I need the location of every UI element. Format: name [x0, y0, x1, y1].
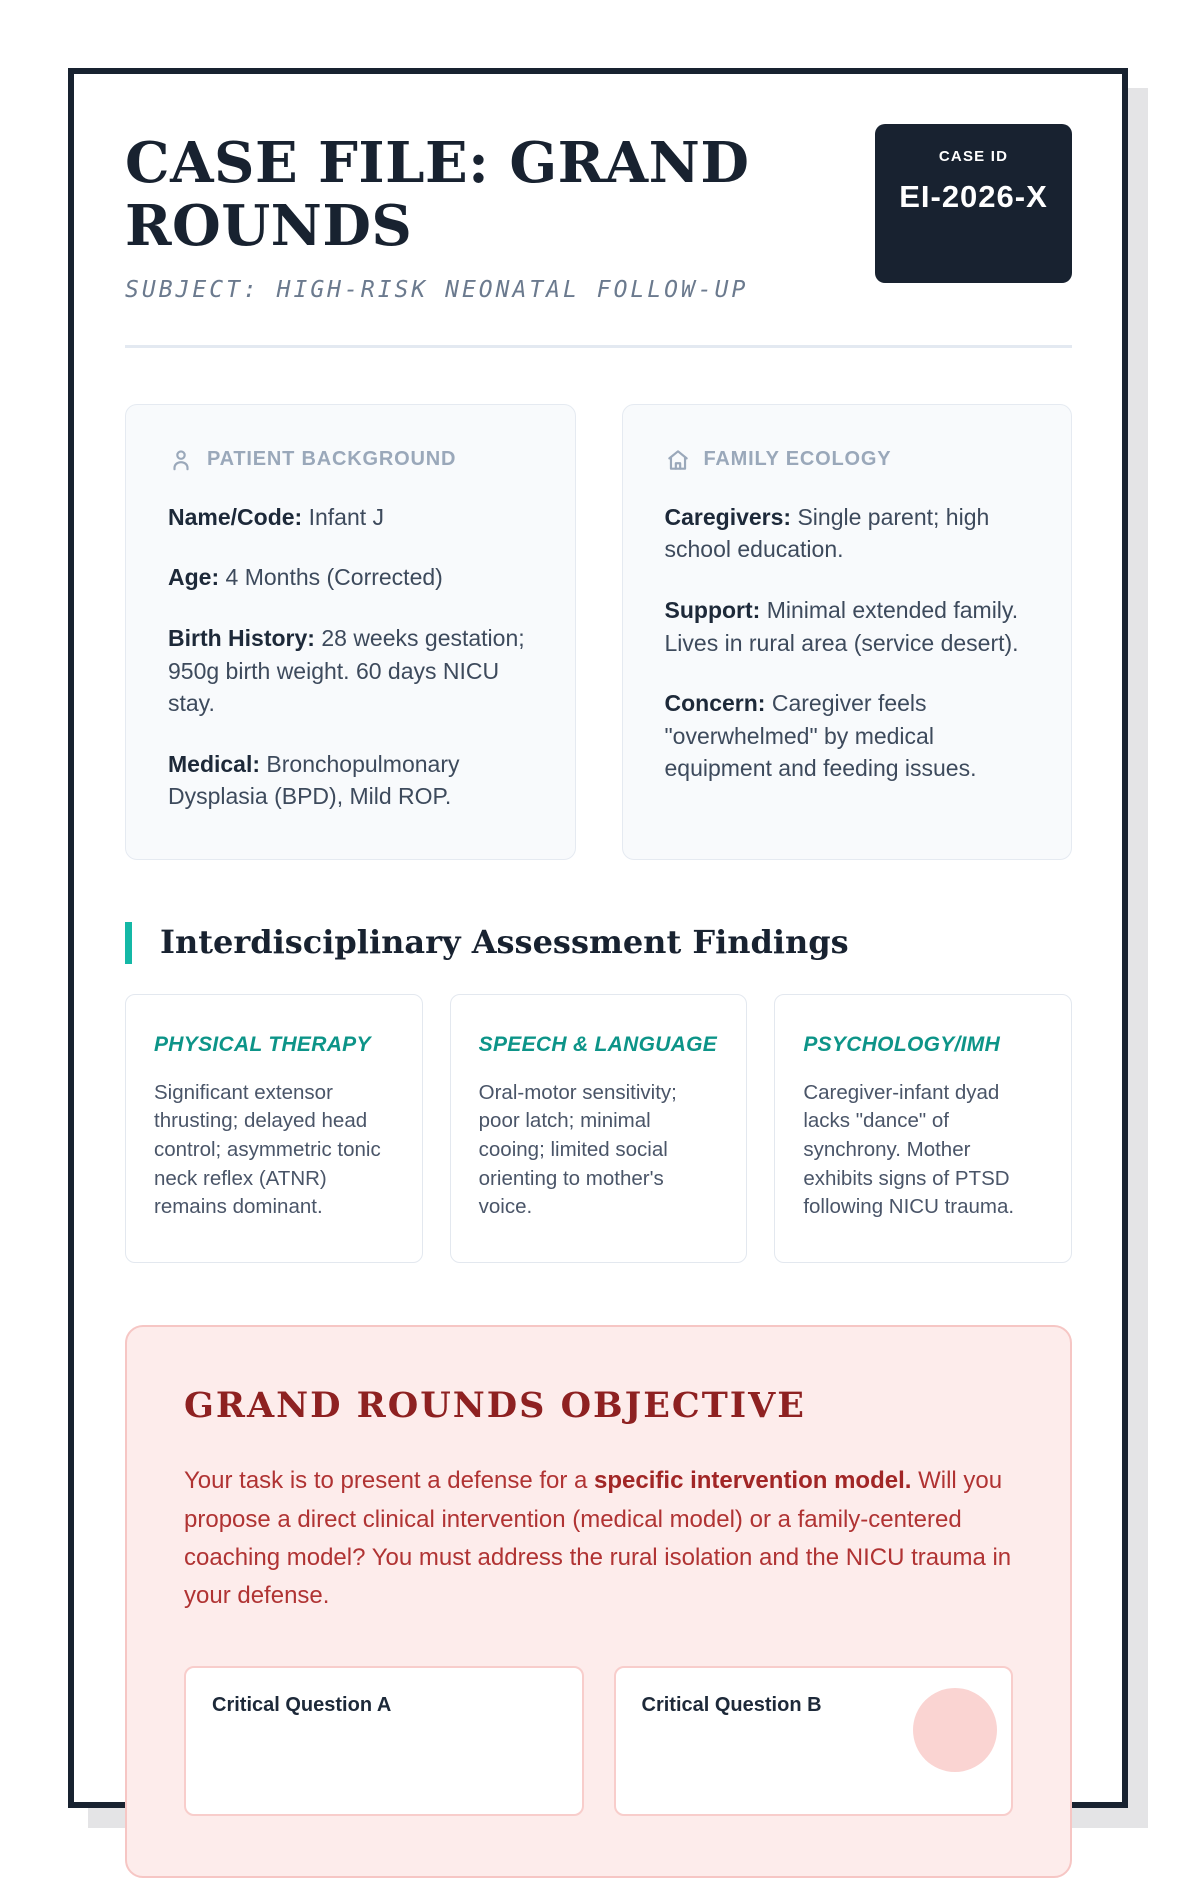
- finding-card-physical-therapy: [125, 994, 423, 1263]
- field-label: Birth History:: [168, 624, 315, 651]
- field-label: Caregivers:: [664, 503, 792, 530]
- section-accent-bar: [125, 922, 132, 964]
- subject-line: SUBJECT: HIGH-RISK NEONATAL FOLLOW-UP: [125, 276, 749, 303]
- field-value: Minimal extended family. Lives in rural area (service desert).: [664, 596, 1019, 656]
- home-icon: [665, 447, 691, 473]
- findings-cards-row: [125, 994, 1072, 1263]
- finding-card-psychology-imh: [774, 994, 1072, 1263]
- field-concern: [665, 687, 1030, 785]
- field-value: Infant J: [302, 503, 385, 530]
- field-medical: [168, 748, 533, 813]
- person-icon: [168, 447, 194, 473]
- critical-question-a-card: [184, 1666, 584, 1816]
- field-label: Name/Code:: [168, 503, 303, 530]
- field-caregivers: [665, 501, 1030, 566]
- page-title: CASE FILE: GRAND ROUNDS: [125, 130, 750, 260]
- field-name-code: [168, 501, 533, 534]
- family-ecology-header: [665, 447, 1030, 473]
- header-text: [125, 124, 765, 303]
- field-value: Caregiver feels "overwhelmed" by medical equipment and feeding issues.: [664, 690, 977, 782]
- critical-question-b-title: Critical Question B: [641, 1693, 822, 1716]
- findings-section-header: [125, 922, 1072, 964]
- finding-text: Significant extensor thrusting; delayed head control; asymmetric tonic neck reflex (ATNR) remains dominant.: [154, 1080, 381, 1219]
- field-support: [665, 594, 1030, 659]
- finding-title: PHYSICAL THERAPY: [154, 1032, 371, 1056]
- critical-question-b-card: [614, 1666, 1014, 1816]
- case-id-badge: [875, 124, 1072, 283]
- field-label: Support:: [664, 596, 761, 623]
- patient-background-header: [168, 447, 533, 473]
- background-cards-row: [125, 404, 1072, 861]
- field-value: 28 weeks gestation; 950g birth weight. 60 days NICU stay.: [168, 624, 525, 717]
- field-value: Bronchopulmonary Dysplasia (BPD), Mild ROP.: [168, 750, 460, 810]
- objective-text-bold: specific intervention model.: [594, 1467, 912, 1495]
- finding-title: PSYCHOLOGY/IMH: [803, 1032, 1001, 1056]
- finding-title: SPEECH & LANGUAGE: [478, 1032, 718, 1056]
- family-ecology-card: [622, 404, 1073, 861]
- objective-text-post: Will you propose a direct clinical intervention (medical model) or a family-centered coaching model? You must address the rural isolation and the NICU trauma in your defense.: [184, 1467, 1012, 1610]
- case-id-value: EI-2026-X: [899, 179, 1048, 214]
- objective-title: GRAND ROUNDS OBJECTIVE: [184, 1385, 806, 1427]
- field-birth-history: [168, 622, 533, 720]
- grand-rounds-objective-panel: [125, 1325, 1072, 1878]
- field-value: Single parent; high school education.: [664, 503, 990, 563]
- family-ecology-title: FAMILY ECOLOGY: [703, 448, 892, 471]
- finding-card-speech-language: [450, 994, 748, 1263]
- header-divider: [125, 345, 1072, 348]
- patient-background-title: PATIENT BACKGROUND: [207, 448, 457, 471]
- objective-text-pre: Your task is to present a defense for a: [184, 1467, 595, 1495]
- field-label: Age:: [168, 564, 220, 591]
- field-label: Medical:: [168, 750, 261, 777]
- finding-text: Oral-motor sensitivity; poor latch; minimal cooing; limited social orienting to mother's voice.: [478, 1080, 677, 1219]
- critical-questions-row: [184, 1666, 1013, 1816]
- case-id-label: CASE ID: [938, 148, 1009, 165]
- field-label: Concern:: [664, 690, 766, 717]
- critical-question-a-title: Critical Question A: [212, 1693, 392, 1716]
- findings-section-title: Interdisciplinary Assessment Findings: [160, 923, 849, 962]
- header: [125, 124, 1072, 303]
- patient-background-card: [125, 404, 576, 861]
- objective-text: [184, 1462, 1013, 1616]
- finding-text: Caregiver-infant dyad lacks "dance" of synchrony. Mother exhibits signs of PTSD following NICU trauma.: [803, 1080, 1015, 1219]
- case-file-sheet: [68, 68, 1128, 1808]
- field-value: 4 Months (Corrected): [219, 564, 443, 591]
- field-age: [168, 561, 533, 594]
